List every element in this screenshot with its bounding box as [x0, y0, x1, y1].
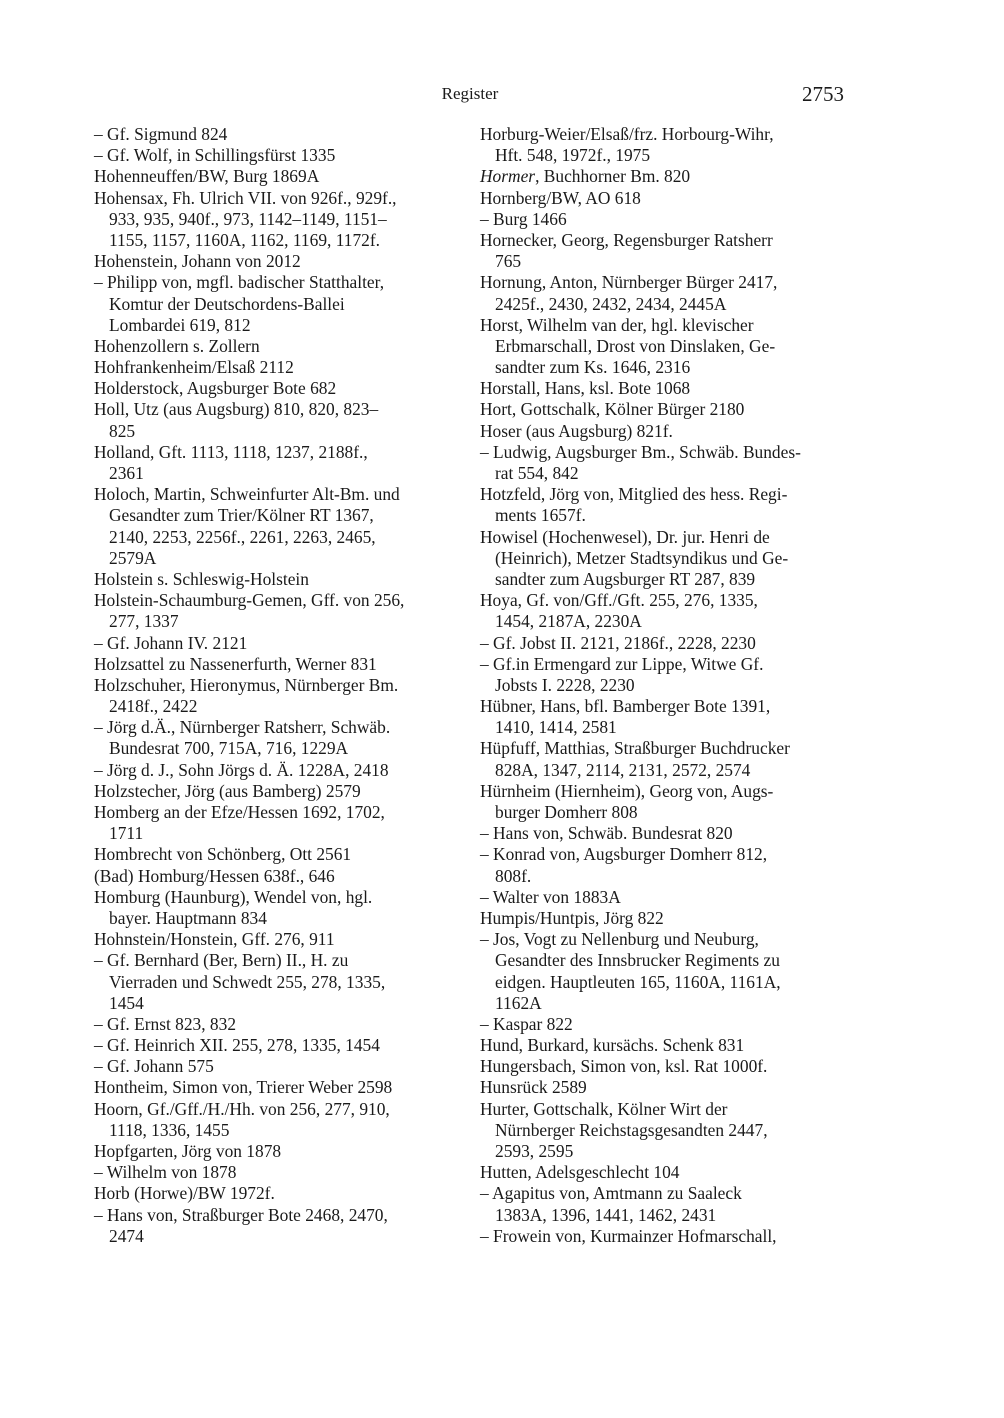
index-line: – Gf. Ernst 823, 832 — [94, 1013, 237, 1034]
index-line: Holzsattel zu Nassenerfurth, Werner 831 — [94, 653, 377, 674]
index-line: – Kaspar 822 — [480, 1013, 573, 1034]
index-line: 2579A — [109, 547, 157, 568]
index-line: Hornung, Anton, Nürnberger Bürger 2417, — [480, 272, 778, 293]
index-line: 1155, 1157, 1160A, 1162, 1169, 1172f. — [109, 229, 380, 250]
index-line: Hornberg/BW, AO 618 — [480, 187, 641, 208]
index-line: Hüpfuff, Matthias, Straßburger Buchdrucker — [480, 738, 790, 759]
index-line: Lombardei 619, 812 — [109, 314, 251, 335]
index-line: 1383A, 1396, 1441, 1462, 2431 — [495, 1204, 717, 1225]
index-line: 825 — [109, 420, 136, 441]
index-column-left — [94, 124, 464, 1247]
index-line: eidgen. Hauptleuten 165, 1160A, 1161A, — [495, 971, 781, 992]
index-line: (Heinrich), Metzer Stadtsyndikus und Ge- — [495, 547, 789, 568]
index-line: 2361 — [109, 463, 144, 483]
index-line: Homburg (Haunburg), Wendel von, hgl. — [94, 886, 373, 907]
index-line: Vierraden und Schwedt 255, 278, 1335, — [109, 971, 386, 992]
index-line: 2418f., 2422 — [109, 696, 198, 717]
index-line: (Bad) Homburg/Hessen 638f., 646 — [94, 865, 335, 886]
index-line: – Walter von 1883A — [480, 886, 621, 907]
index-line: 828A, 1347, 2114, 2131, 2572, 2574 — [495, 759, 751, 780]
page-number: 2753 — [802, 82, 844, 106]
index-line: – Gf. Heinrich XII. 255, 278, 1335, 1454 — [94, 1035, 380, 1056]
index-line: Holzstecher, Jörg (aus Bamberg) 2579 — [94, 780, 361, 801]
index-line: Holl, Utz (aus Augsburg) 810, 820, 823– — [94, 399, 379, 420]
running-head — [0, 82, 1004, 106]
index-line: bayer. Hauptmann 834 — [109, 907, 267, 928]
index-line: Hornecker, Georg, Regensburger Ratsherr — [480, 229, 773, 250]
index-line: sandter zum Ks. 1646, 2316 — [495, 357, 691, 378]
index-line: Hontheim, Simon von, Trierer Weber 2598 — [94, 1077, 393, 1098]
index-line: Hohenzollern s. Zollern — [94, 335, 260, 356]
index-line: Hund, Burkard, kursächs. Schenk 831 — [480, 1035, 745, 1056]
index-line: 2425f., 2430, 2432, 2434, 2445A — [495, 293, 727, 314]
index-line: Gesandter des Innsbrucker Regiments zu — [495, 950, 780, 971]
index-line: Howisel (Hochenwesel), Dr. jur. Henri de — [480, 526, 770, 547]
index-line: Nürnberger Reichstagsgesandten 2447, — [495, 1119, 768, 1140]
index-line: Hort, Gottschalk, Kölner Bürger 2180 — [480, 399, 745, 420]
index-line: – Gf. Bernhard (Ber, Bern) II., H. zu — [94, 950, 349, 971]
index-line: Gesandter zum Trier/Kölner RT 1367, — [109, 505, 374, 526]
index-line: – Jos, Vogt zu Nellenburg und Neuburg, — [480, 929, 759, 950]
index-line: 2474 — [109, 1225, 144, 1246]
index-line: Hoser (aus Augsburg) 821f. — [480, 420, 673, 441]
index-line: – Agapitus von, Amtmann zu Saaleck — [480, 1183, 742, 1204]
index-line: Humpis/Huntpis, Jörg 822 — [480, 907, 664, 928]
index-line: Jobsts I. 2228, 2230 — [495, 674, 635, 695]
index-line: 277, 1337 — [109, 611, 179, 632]
index-line: Hungersbach, Simon von, ksl. Rat 1000f. — [480, 1056, 768, 1077]
index-line: Hormer, Buchhorner Bm. 820 — [480, 166, 691, 187]
index-line: 2593, 2595 — [495, 1141, 574, 1161]
index-line: – Gf. Sigmund 824 — [94, 124, 228, 144]
index-line: Hombrecht von Schönberg, Ott 2561 — [94, 844, 352, 865]
index-line: 2140, 2253, 2256f., 2261, 2263, 2465, — [109, 526, 376, 547]
index-line: Hotzfeld, Jörg von, Mitglied des hess. Regi- — [480, 484, 788, 505]
index-line: Hurter, Gottschalk, Kölner Wirt der — [480, 1098, 728, 1119]
index-line: 1118, 1336, 1455 — [109, 1119, 230, 1140]
index-line: Hunsrück 2589 — [480, 1077, 587, 1098]
index-line: burger Domherr 808 — [495, 802, 638, 822]
index-line: Hohensax, Fh. Ulrich VII. von 926f., 929f., — [94, 187, 397, 208]
index-line: 808f. — [495, 865, 532, 886]
index-line: Hübner, Hans, bfl. Bamberger Bote 1391, — [480, 696, 771, 717]
index-line: – Gf. Johann IV. 2121 — [94, 632, 248, 653]
index-line: Hoya, Gf. von/Gff./Gft. 255, 276, 1335, — [480, 590, 758, 611]
index-line: Bundesrat 700, 715A, 716, 1229A — [109, 738, 349, 759]
index-line: 1711 — [109, 823, 144, 844]
index-line: – Jörg d.Ä., Nürnberger Ratsherr, Schwäb. — [94, 717, 391, 738]
index-line: Komtur der Deutschordens-Ballei — [109, 293, 345, 314]
index-line: Holzschuher, Hieronymus, Nürnberger Bm. — [94, 674, 399, 695]
index-line: 1162A — [495, 992, 542, 1013]
index-line: Horburg-Weier/Elsaß/frz. Horbourg-Wihr, — [480, 124, 774, 144]
index-line: – Gf.in Ermengard zur Lippe, Witwe Gf. — [480, 653, 764, 674]
index-line: Holderstock, Augsburger Bote 682 — [94, 378, 337, 399]
index-line: Holstein-Schaumburg-Gemen, Gff. von 256, — [94, 590, 405, 611]
index-line: sandter zum Augsburger RT 287, 839 — [495, 568, 756, 589]
index-line: Horb (Horwe)/BW 1972f. — [94, 1183, 275, 1204]
index-column-right — [480, 124, 852, 1247]
index-line: – Hans von, Straßburger Bote 2468, 2470, — [94, 1204, 388, 1225]
index-line: Hohnstein/Honstein, Gff. 276, 911 — [94, 929, 335, 950]
index-line: Hopfgarten, Jörg von 1878 — [94, 1141, 282, 1161]
running-head-title: Register — [441, 84, 499, 103]
index-line: Hohenstein, Johann von 2012 — [94, 251, 301, 272]
index-line: – Hans von, Schwäb. Bundesrat 820 — [480, 823, 733, 844]
index-line: – Jörg d. J., Sohn Jörgs d. Ä. 1228A, 2418 — [94, 759, 389, 780]
index-line: Erbmarschall, Drost von Dinslaken, Ge- — [495, 335, 776, 356]
index-line: – Burg 1466 — [480, 208, 567, 229]
index-line: Horst, Wilhelm van der, hgl. klevischer — [480, 314, 754, 335]
index-line: Hft. 548, 1972f., 1975 — [495, 145, 651, 166]
index-line: Hoorn, Gf./Gff./H./Hh. von 256, 277, 910, — [94, 1098, 390, 1119]
index-line: Hutten, Adelsgeschlecht 104 — [480, 1162, 680, 1183]
index-line: 765 — [495, 251, 522, 272]
index-line: Hürnheim (Hiernheim), Georg von, Augs- — [480, 780, 774, 801]
index-line: – Wilhelm von 1878 — [94, 1162, 237, 1183]
index-line: Horstall, Hans, ksl. Bote 1068 — [480, 378, 691, 399]
index-line: rat 554, 842 — [495, 463, 579, 483]
index-line: – Philipp von, mgfl. badischer Statthalter, — [94, 272, 385, 293]
index-line: Hohenneuffen/BW, Burg 1869A — [94, 166, 320, 187]
index-line: 933, 935, 940f., 973, 1142–1149, 1151– — [109, 208, 387, 229]
index-line: Homberg an der Efze/Hessen 1692, 1702, — [94, 802, 385, 822]
index-line: Holland, Gft. 1113, 1118, 1237, 2188f., — [94, 441, 368, 462]
index-line: – Gf. Jobst II. 2121, 2186f., 2228, 2230 — [480, 632, 756, 653]
index-line: – Gf. Wolf, in Schillingsfürst 1335 — [94, 145, 336, 166]
index-line: 1454, 2187A, 2230A — [495, 611, 642, 632]
index-line: – Ludwig, Augsburger Bm., Schwäb. Bundes- — [480, 441, 801, 462]
index-line: – Frowein von, Kurmainzer Hofmarschall, — [480, 1225, 777, 1246]
index-line: 1410, 1414, 2581 — [495, 717, 617, 738]
index-line: – Konrad von, Augsburger Domherr 812, — [480, 844, 768, 865]
index-line: Hohfrankenheim/Elsaß 2112 — [94, 357, 294, 378]
index-line: Holstein s. Schleswig-Holstein — [94, 568, 309, 589]
index-line: 1454 — [109, 992, 144, 1013]
index-line: – Gf. Johann 575 — [94, 1056, 214, 1077]
index-line: Holoch, Martin, Schweinfurter Alt-Bm. und — [94, 484, 400, 505]
index-line: ments 1657f. — [495, 505, 586, 526]
